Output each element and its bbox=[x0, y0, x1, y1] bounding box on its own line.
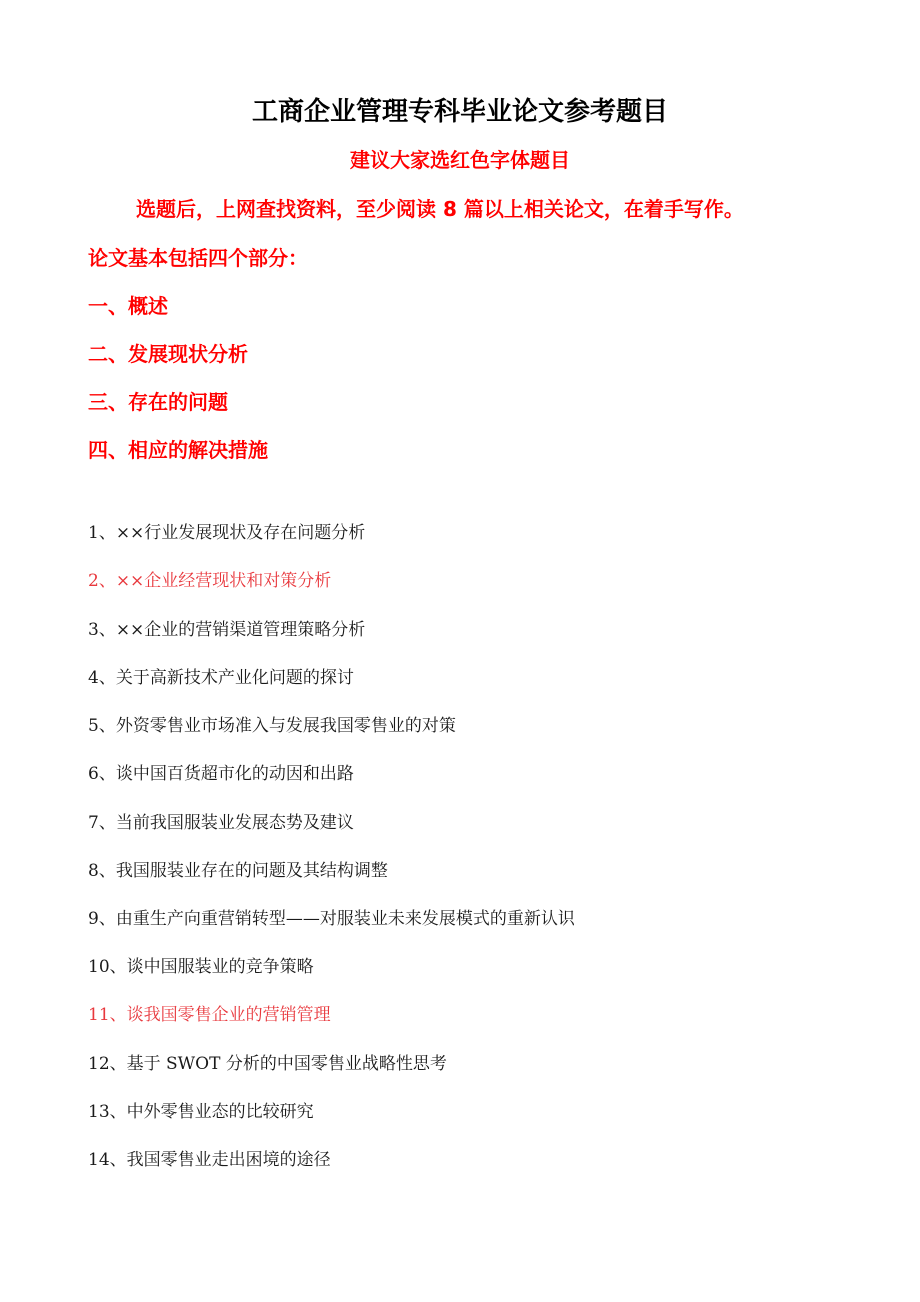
topic-item: 13、中外零售业态的比较研究 bbox=[88, 1102, 314, 1122]
topic-item-highlighted: 2、××企业经营现状和对策分析 bbox=[88, 571, 332, 591]
topic-item: 10、谈中国服装业的竞争策略 bbox=[88, 957, 314, 977]
topic-item: 14、我国零售业走出困境的途径 bbox=[88, 1150, 331, 1170]
topic-item: 5、外资零售业市场准入与发展我国零售业的对策 bbox=[88, 716, 456, 736]
topic-item: 7、当前我国服装业发展态势及建议 bbox=[88, 813, 354, 833]
part-status-analysis: 二、发展现状分析 bbox=[88, 342, 248, 366]
topic-item: 1、××行业发展现状及存在问题分析 bbox=[88, 523, 366, 543]
part-problems: 三、存在的问题 bbox=[88, 390, 228, 414]
topic-item: 12、基于 SWOT 分析的中国零售业战略性思考 bbox=[88, 1054, 447, 1074]
document-subtitle: 建议大家选红色字体题目 bbox=[350, 148, 570, 172]
structure-heading: 论文基本包括四个部分： bbox=[88, 246, 308, 270]
part-overview: 一、概述 bbox=[88, 294, 168, 318]
topic-item-highlighted: 11、谈我国零售企业的营销管理 bbox=[88, 1005, 331, 1025]
document-title: 工商企业管理专科毕业论文参考题目 bbox=[251, 97, 668, 127]
instruction-text: 选题后，上网查找资料，至少阅读 8 篇以上相关论文，在着手写作。 bbox=[136, 197, 744, 221]
topic-item: 4、关于高新技术产业化问题的探讨 bbox=[88, 668, 354, 688]
topic-item: 9、由重生产向重营销转型——对服装业未来发展模式的重新认识 bbox=[88, 909, 575, 929]
topic-item: 6、谈中国百货超市化的动因和出路 bbox=[88, 764, 354, 784]
part-solutions: 四、相应的解决措施 bbox=[88, 438, 268, 462]
topic-item: 3、××企业的营销渠道管理策略分析 bbox=[88, 620, 366, 640]
topic-item: 8、我国服装业存在的问题及其结构调整 bbox=[88, 861, 388, 881]
